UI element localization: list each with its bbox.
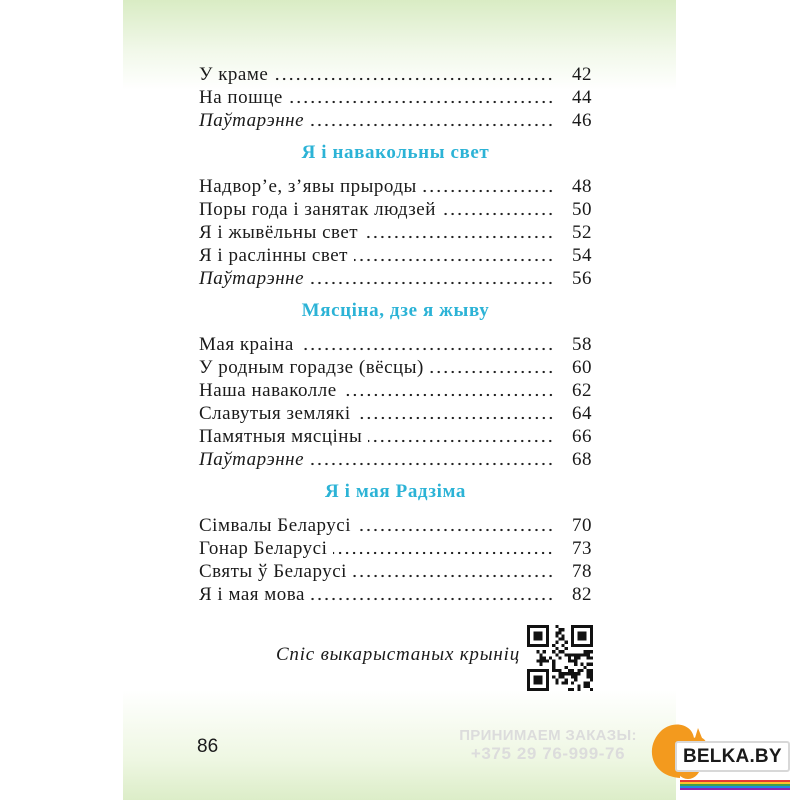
toc-entry — [199, 222, 592, 245]
dot-leader — [442, 212, 554, 216]
toc-entry — [199, 176, 592, 199]
toc-entry — [199, 426, 592, 449]
dot-leader — [354, 258, 554, 262]
toc-entry-page: 46 — [572, 110, 592, 131]
toc-entry-page: 54 — [572, 245, 592, 266]
toc-entry-page: 48 — [572, 176, 592, 197]
toc-entry-page: 73 — [572, 538, 592, 559]
toc-entry — [199, 357, 592, 380]
dot-leader — [310, 123, 554, 127]
brand-name[interactable]: BELKA.BY — [675, 741, 790, 772]
watermark-line1: ПРИНИМАЕМ ЗАКАЗЫ: — [459, 727, 637, 744]
dot-leader — [357, 416, 554, 420]
toc-entry-page: 58 — [572, 334, 592, 355]
toc-entry — [199, 584, 592, 607]
toc-entry-title: Поры года і занятак людзей — [199, 199, 436, 220]
squirrel-ear — [695, 728, 702, 738]
toc-entry — [199, 561, 592, 584]
toc-entry — [199, 64, 592, 87]
toc-entry-title: Паўтарэнне — [199, 268, 305, 289]
dot-leader — [364, 235, 554, 239]
toc-entry-title: У родным горадзе (вёсцы) — [199, 357, 424, 378]
toc-entry-page: 70 — [572, 515, 592, 536]
toc-entry-page: 68 — [572, 449, 592, 470]
toc-entry-page: 44 — [572, 87, 592, 108]
section-heading: Мясціна, дзе я жыву — [301, 300, 490, 321]
toc-entry — [199, 538, 592, 561]
dot-leader — [353, 574, 554, 578]
toc-entry-page: 60 — [572, 357, 592, 378]
toc-entry-title: Святы ў Беларусі — [199, 561, 347, 582]
toc-entry-title: Надвор’е, з’явы прыроды — [199, 176, 417, 197]
toc-entry — [199, 515, 592, 538]
toc-entry — [199, 403, 592, 426]
dot-leader — [311, 597, 554, 601]
toc-entry-page: 50 — [572, 199, 592, 220]
toc-entry-title: Я і раслінны свет — [199, 245, 348, 266]
dot-leader — [333, 551, 554, 555]
toc-entry-page: 66 — [572, 426, 592, 447]
toc-entry — [199, 199, 592, 222]
toc-entry — [199, 334, 592, 357]
table-of-contents — [199, 64, 592, 607]
dot-leader — [274, 77, 554, 81]
sources-label: Спіс выкарыстаных крыніц — [275, 644, 520, 665]
toc-entry-page: 64 — [572, 403, 592, 424]
toc-entry — [199, 245, 592, 268]
toc-entry-title: Наша наваколле — [199, 380, 337, 401]
toc-entry-page: 42 — [572, 64, 592, 85]
dot-leader — [289, 100, 554, 104]
toc-entry-page: 56 — [572, 268, 592, 289]
toc-entry-title: Сімвалы Беларусі — [199, 515, 352, 536]
toc-entry-title: Славутыя землякі — [199, 403, 351, 424]
toc-entry — [199, 110, 592, 133]
section-heading: Я і мая Радзіма — [324, 481, 467, 502]
toc-entry — [199, 380, 592, 403]
page-number: 86 — [197, 736, 219, 757]
dot-leader — [423, 189, 554, 193]
watermark-phone: +375 29 76-999-76 — [470, 743, 626, 763]
toc-entry-title: Паўтарэнне — [199, 110, 305, 131]
dot-leader — [343, 393, 554, 397]
toc-entry-title: На пошце — [199, 87, 283, 108]
toc-entry-title: Памятныя мясціны — [199, 426, 363, 447]
toc-entry-page: 78 — [572, 561, 592, 582]
toc-entry — [199, 268, 592, 291]
toc-entry-page: 82 — [572, 584, 592, 605]
dot-leader — [310, 281, 554, 285]
dot-leader — [430, 370, 554, 374]
watermark — [458, 728, 638, 763]
toc-entry-title: Я і жывёльны свет — [199, 222, 359, 243]
toc-entry — [199, 87, 592, 110]
toc-entry — [199, 449, 592, 472]
section-heading: Я і навакольны свет — [301, 142, 490, 163]
dot-leader — [368, 439, 554, 443]
qr-code-icon — [527, 625, 593, 691]
toc-entry-title: Я і мая мова — [199, 584, 305, 605]
toc-entry-title: Гонар Беларусі — [199, 538, 328, 559]
dot-leader — [300, 347, 554, 351]
dot-leader — [310, 462, 554, 466]
brand-stripe — [680, 788, 790, 790]
toc-entry-title: Паўтарэнне — [199, 449, 305, 470]
toc-entry-page: 62 — [572, 380, 592, 401]
toc-entry-page: 52 — [572, 222, 592, 243]
dot-leader — [357, 528, 554, 532]
toc-entry-title: Мая краіна — [199, 334, 294, 355]
toc-entry-title: У краме — [199, 64, 269, 85]
brand-stripes — [680, 780, 790, 792]
